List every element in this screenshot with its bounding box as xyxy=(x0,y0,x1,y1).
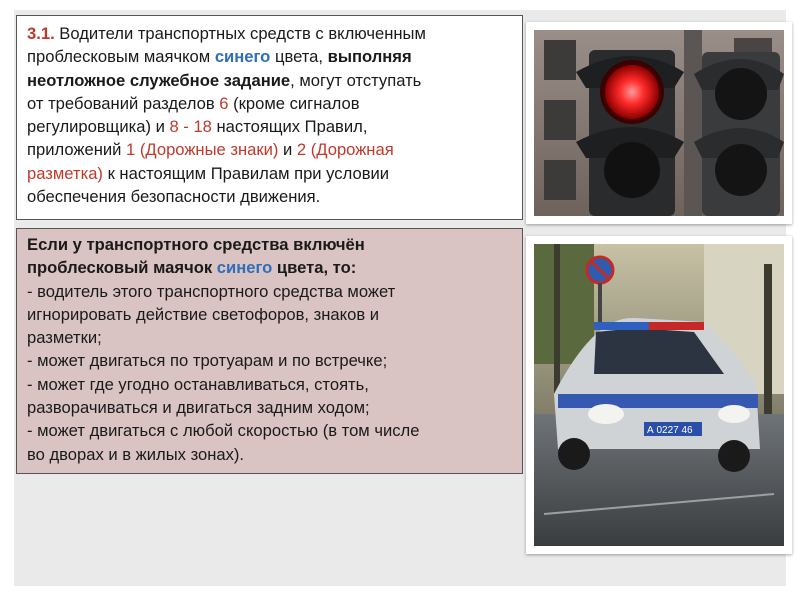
police-car-photo xyxy=(526,236,792,554)
blue-highlight: синего xyxy=(216,258,273,278)
text-line xyxy=(27,22,512,45)
text-segment: регулировщика) и xyxy=(27,117,170,137)
text-segment: (кроме сигналов xyxy=(228,93,360,113)
list-line: - может двигаться с любой скоростью (в том числе xyxy=(27,421,420,441)
section-reference: 6 xyxy=(219,93,229,113)
text-line xyxy=(27,92,512,115)
section-reference: 8 - 18 xyxy=(169,117,212,137)
list-line: разметки; xyxy=(27,328,102,348)
blue-beacon-summary-box xyxy=(16,228,523,474)
list-line: - может двигаться по тротуарам и по встречке; xyxy=(27,351,388,371)
summary-heading: Если у транспортного средства включён xyxy=(27,235,365,254)
text-segment: от требований разделов xyxy=(27,93,220,113)
text-segment: настоящих Правил, xyxy=(211,117,368,137)
text-segment: к настоящим Правилам при условии xyxy=(102,163,390,183)
summary-heading xyxy=(27,256,512,279)
text-segment: цвета, то: xyxy=(272,258,357,278)
list-line: во дворах и в жилых зонах). xyxy=(27,444,245,464)
police-car-image xyxy=(534,244,784,546)
traffic-light-image xyxy=(534,30,784,216)
rule-number: 3.1. xyxy=(27,24,55,43)
text-segment: обеспечения безопасности движения. xyxy=(27,187,321,207)
bold-text: выполняя xyxy=(327,47,412,67)
bold-text: неотложное служебное задание xyxy=(27,70,291,90)
text-segment: приложений xyxy=(27,140,127,160)
text-segment: Водители транспортных средств с включенным xyxy=(54,24,426,43)
list-line: игнорировать действие светофоров, знаков и xyxy=(27,304,380,324)
text-line xyxy=(27,115,512,138)
text-line xyxy=(27,45,512,68)
list-line: - водитель этого транспортного средства может xyxy=(27,281,396,301)
text-segment: проблесковым маячком xyxy=(27,47,215,67)
slide xyxy=(14,10,786,586)
appendix-reference: разметка) xyxy=(27,163,103,183)
text-line xyxy=(27,138,512,161)
rule-3-1-text-box xyxy=(16,15,523,220)
text-segment: цвета, xyxy=(270,47,328,67)
text-segment: проблесковый маячок xyxy=(27,258,217,278)
text-line xyxy=(27,162,512,185)
text-line xyxy=(27,69,512,92)
text-line xyxy=(27,185,512,208)
license-plate-text: А 0227 46 xyxy=(647,425,693,436)
list-line: разворачиваться и двигаться задним ходом; xyxy=(27,398,370,418)
traffic-light-photo xyxy=(526,22,792,224)
appendix-reference: 2 (Дорожная xyxy=(296,140,394,160)
text-segment: и xyxy=(278,140,297,160)
list-line: - может где угодно останавливаться, стоять, xyxy=(27,374,369,394)
blue-highlight: синего xyxy=(214,47,271,67)
appendix-reference: 1 (Дорожные знаки) xyxy=(126,140,279,160)
text-segment: , могут отступать xyxy=(290,70,422,90)
